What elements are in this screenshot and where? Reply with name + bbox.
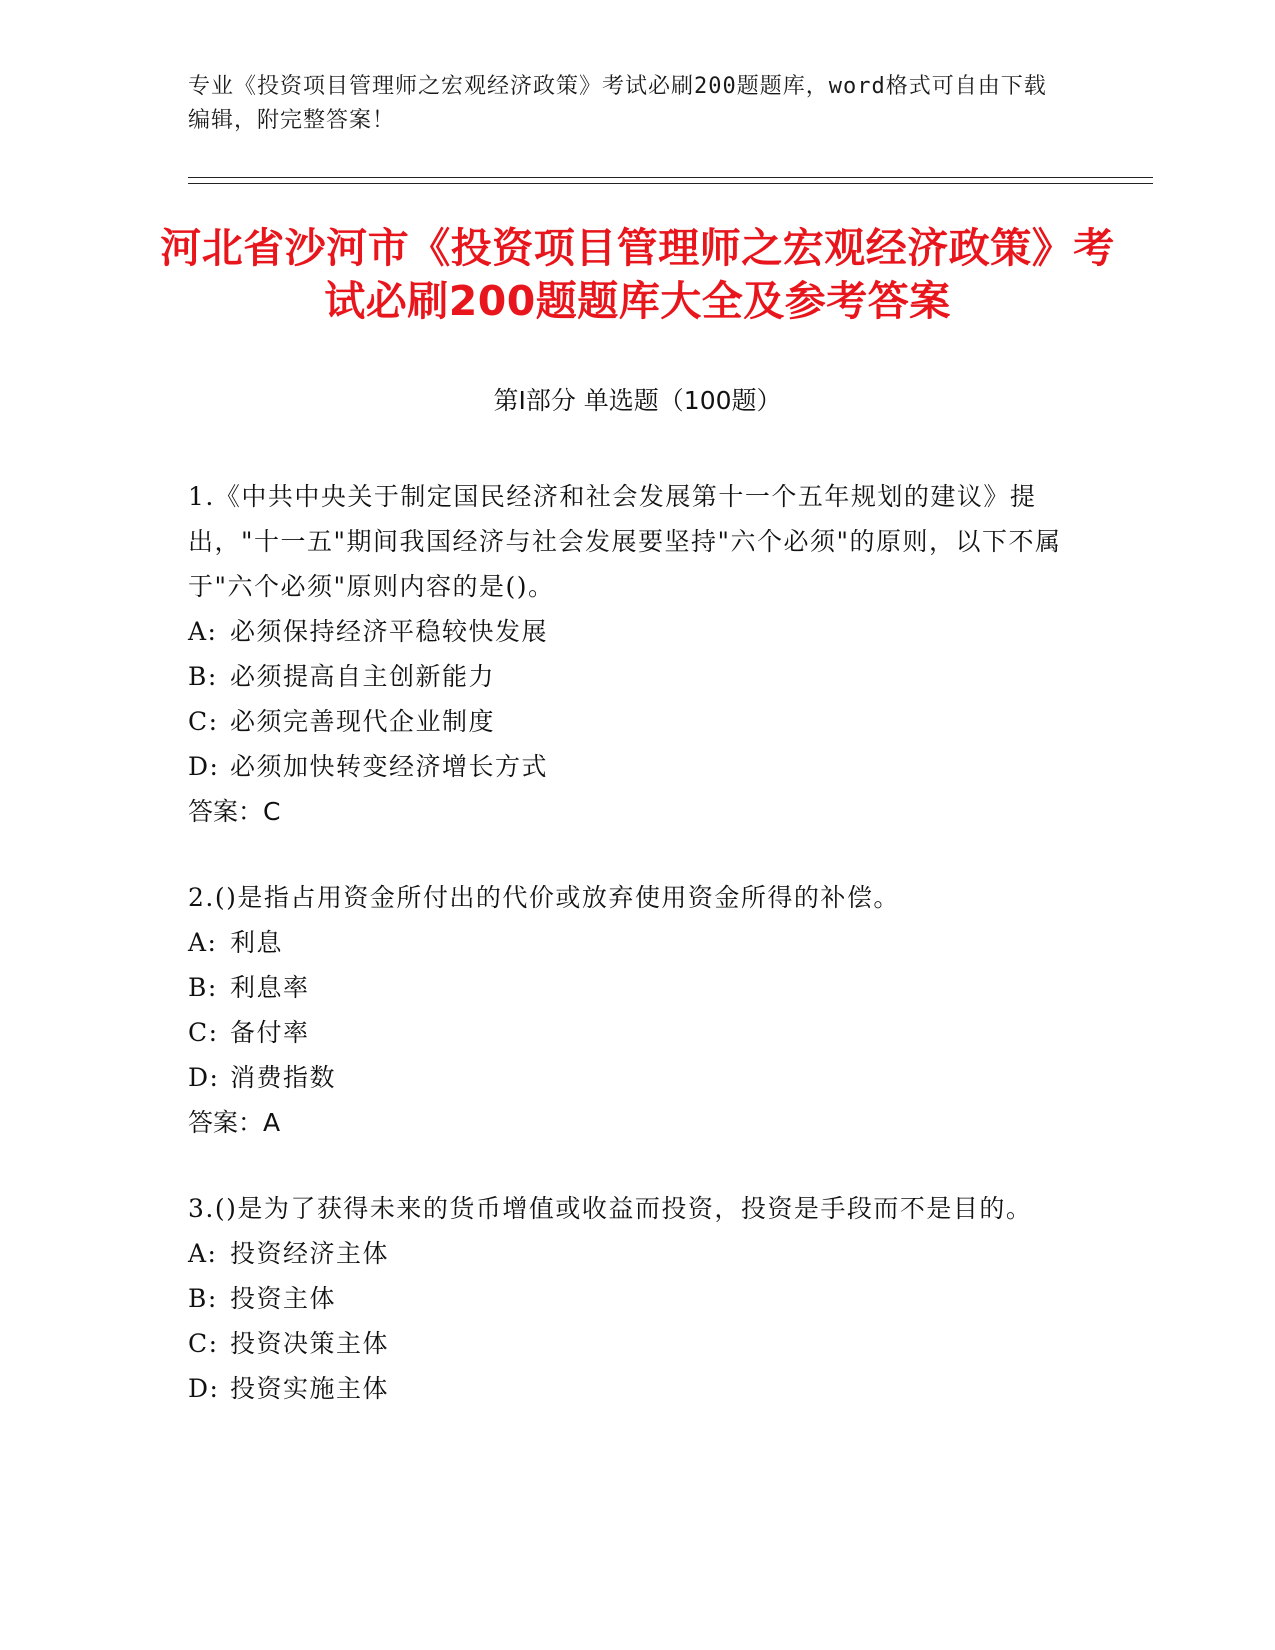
option-key: D: — [188, 752, 220, 781]
option-text: 消费指数 — [230, 1063, 337, 1092]
option-a — [188, 920, 1068, 965]
option-text: 投资经济主体 — [230, 1239, 390, 1268]
question-3 — [188, 1186, 1068, 1411]
option-key: B: — [188, 662, 218, 691]
option-text: 投资决策主体 — [230, 1329, 390, 1358]
header-divider-bottom — [188, 183, 1153, 184]
document-title: 河北省沙河市《投资项目管理师之宏观经济政策》考试必刷200题题库大全及参考答案 — [160, 224, 1115, 325]
option-d — [188, 1055, 1068, 1100]
option-text: 必须保持经济平稳较快发展 — [230, 617, 549, 646]
option-key: C: — [188, 1018, 219, 1047]
option-c — [188, 699, 1068, 744]
question-list — [188, 474, 1068, 1452]
option-key: A: — [188, 617, 218, 646]
option-key: D: — [188, 1374, 220, 1403]
option-text: 利息 — [230, 928, 284, 957]
option-key: A: — [188, 1239, 218, 1268]
option-b — [188, 654, 1068, 699]
option-d — [188, 1366, 1068, 1411]
option-c — [188, 1321, 1068, 1366]
option-text: 备付率 — [230, 1018, 310, 1047]
option-a — [188, 609, 1068, 654]
option-key: D: — [188, 1063, 220, 1092]
option-text: 投资实施主体 — [230, 1374, 390, 1403]
option-key: C: — [188, 707, 219, 736]
option-key: A: — [188, 928, 218, 957]
question-2 — [188, 875, 1068, 1145]
option-b — [188, 965, 1068, 1010]
answer-line: 答案：A — [188, 1108, 281, 1137]
option-key: B: — [188, 973, 218, 1002]
header-divider-top — [188, 177, 1153, 178]
question-stem: 3.()是为了获得未来的货币增值或收益而投资，投资是手段而不是目的。 — [188, 1194, 1033, 1223]
option-text: 必须提高自主创新能力 — [230, 662, 496, 691]
option-a — [188, 1231, 1068, 1276]
option-text: 必须完善现代企业制度 — [230, 707, 496, 736]
header-note: 专业《投资项目管理师之宏观经济政策》考试必刷200题题库，word格式可自由下载编辑，附完整答案！ — [188, 74, 1047, 133]
question-stem: 1.《中共中央关于制定国民经济和社会发展第十一个五年规划的建议》提出，"十一五"期间我国经济与社会发展要坚持"六个必须"的原则，以下不属于"六个必须"原则内容的是()。 — [188, 482, 1062, 601]
option-key: B: — [188, 1284, 218, 1313]
option-text: 利息率 — [230, 973, 310, 1002]
section-heading: 第Ⅰ部分 单选题（100题） — [493, 386, 782, 415]
option-key: C: — [188, 1329, 219, 1358]
question-1 — [188, 474, 1068, 834]
option-c — [188, 1010, 1068, 1055]
option-text: 投资主体 — [230, 1284, 337, 1313]
option-text: 必须加快转变经济增长方式 — [230, 752, 549, 781]
option-d — [188, 744, 1068, 789]
option-b — [188, 1276, 1068, 1321]
answer-line: 答案：C — [188, 797, 281, 826]
question-stem: 2.()是指占用资金所付出的代价或放弃使用资金所得的补偿。 — [188, 883, 900, 912]
